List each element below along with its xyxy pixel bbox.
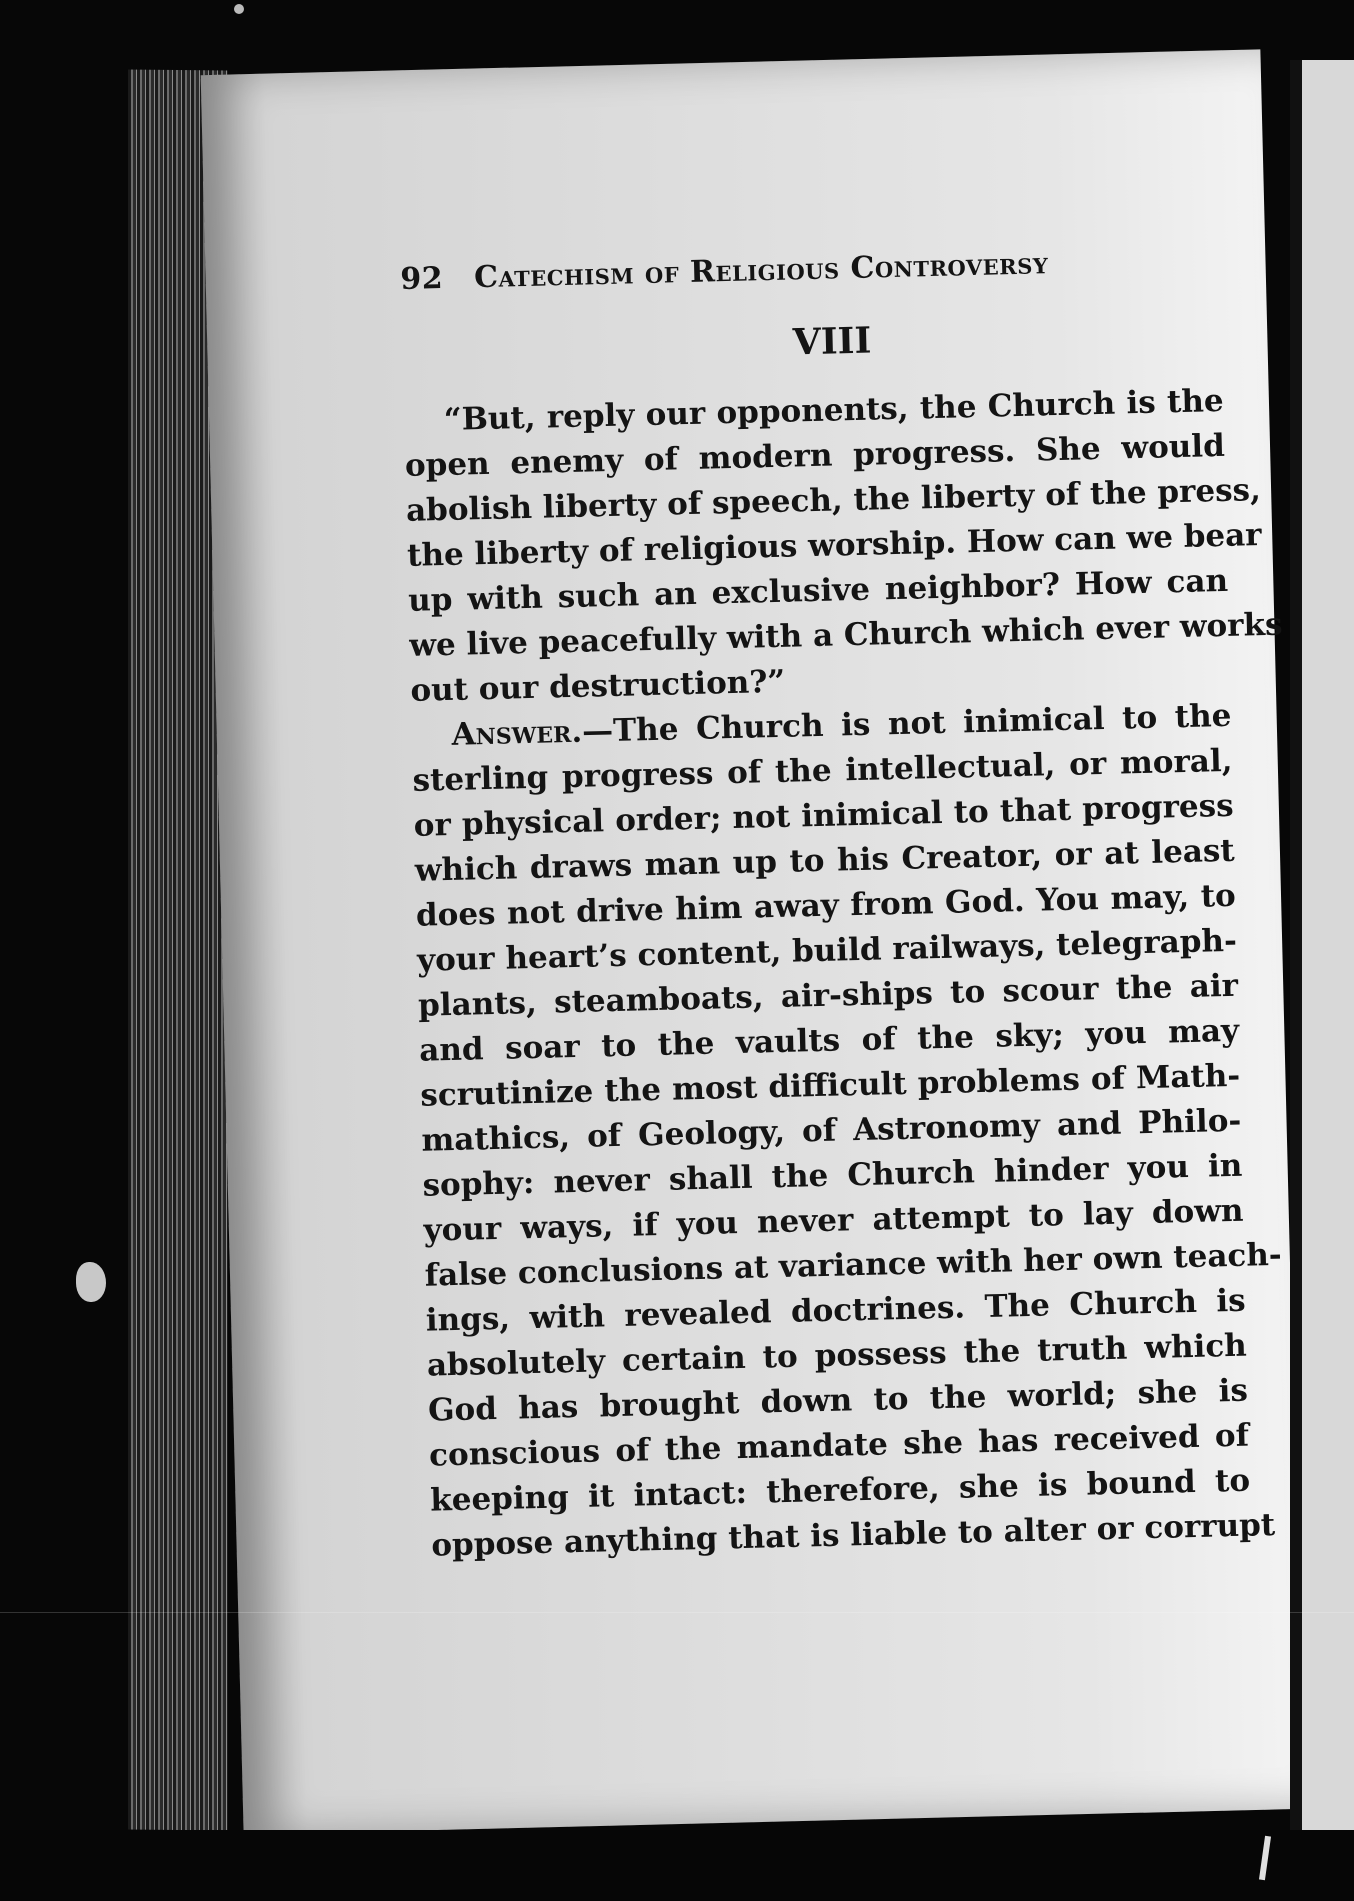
answer-label: Answer.	[451, 713, 583, 753]
text-line: conscious of the mandate she has received of	[428, 1417, 1250, 1474]
text-line: absolutely certain to possess the truth which	[426, 1327, 1248, 1384]
text-line: up with such an exclusive neighbor? How can	[407, 562, 1229, 619]
text-line: we live peacefully with a Church which ever works	[408, 606, 1283, 664]
text-line: does not drive him away from God. You may, to	[415, 877, 1237, 934]
text-line: sophy: never shall the Church hinder you in	[422, 1147, 1243, 1204]
text-line: your heart’s content, build railways, telegraph-	[416, 922, 1238, 979]
film-blemish	[76, 1262, 106, 1302]
text-line: sterling progress of the intellectual, or moral,	[412, 742, 1233, 799]
text-line: and soar to the vaults of the sky; you may	[418, 1012, 1240, 1069]
text-line: mathics, of Geology, of Astronomy and Philo-	[421, 1102, 1242, 1159]
facing-page-edge	[1290, 60, 1354, 1840]
scan-line-artifact	[0, 1612, 1354, 1613]
text-line: open enemy of modern progress. She would	[404, 427, 1226, 484]
text-line: oppose anything that is liable to alter or corrupt	[430, 1507, 1276, 1564]
text-line: God has brought down to the world; she is	[427, 1372, 1249, 1429]
text-line: or physical order; not inimical to that progress	[413, 787, 1234, 844]
text-line: abolish liberty of speech, the liberty of the press,	[405, 472, 1262, 529]
text-line: keeping it intact: therefore, she is bound to	[429, 1462, 1251, 1519]
text-line: scrutinize the most difficult problems of Math-	[419, 1057, 1241, 1114]
text-line: the liberty of religious worship. How can we bear	[406, 517, 1262, 574]
text-line: which draws man up to his Creator, or at least	[414, 832, 1236, 889]
page-text	[400, 242, 1283, 1569]
text-line: ings, with revealed doctrines. The Church is	[425, 1282, 1247, 1339]
answer-paragraph	[411, 694, 1283, 1569]
text-line: your ways, if you never attempt to lay down	[423, 1192, 1244, 1249]
text-line: out our destruction?”	[410, 663, 786, 709]
running-title: Catechism of Religious Controversy	[473, 246, 1049, 296]
section-heading: VIII	[792, 319, 872, 364]
scan-speck	[234, 4, 244, 14]
page-number: 92	[400, 260, 444, 297]
scan-bottom-margin	[0, 1830, 1354, 1901]
text-line: false conclusions at variance with her own teach-	[424, 1236, 1283, 1294]
text-line: “But, reply our opponents, the Church is the	[443, 382, 1225, 438]
quote-paragraph	[403, 379, 1283, 714]
text-line: plants, steamboats, air-ships to scour the air	[417, 967, 1239, 1024]
answer-first-line: —The Church is not inimical to the	[581, 697, 1232, 750]
